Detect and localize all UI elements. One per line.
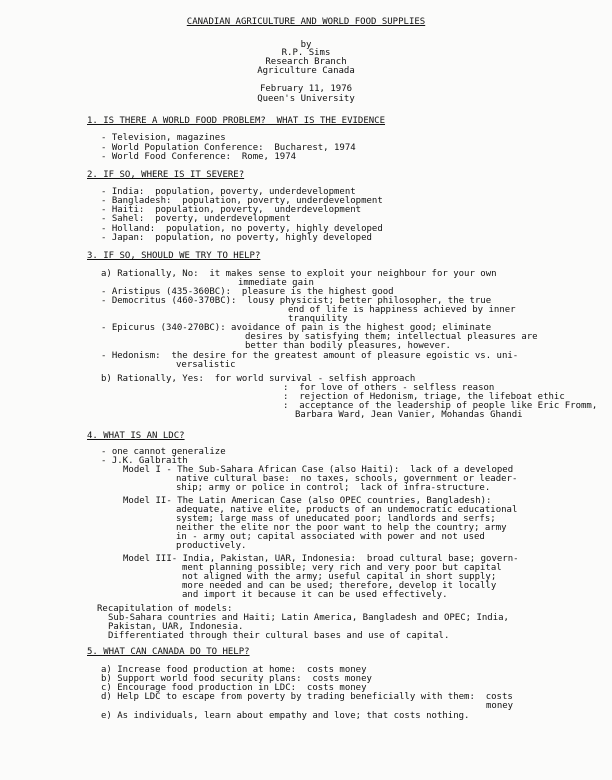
list-item: end of life is happiness achieved by inner xyxy=(288,305,516,315)
byline-venue: Queen's University xyxy=(257,94,355,104)
list-item: - Television, magazines xyxy=(101,133,226,143)
list-item: - Holland: population, no poverty, highly developed xyxy=(101,224,383,234)
section-3-heading: 3. IF SO, SHOULD WE TRY TO HELP? xyxy=(87,251,261,261)
rational-yes-line: Barbara Ward, Jean Vanier, Mohandas Ghandi xyxy=(295,410,523,420)
list-item: b) Support world food security plans: costs money xyxy=(101,674,372,684)
rational-yes-line: : acceptance of the leadership of people like Eric Fromm, xyxy=(283,401,598,411)
recap-line: Sub-Sahara countries and Haiti; Latin America, Bangladesh and OPEC; India, xyxy=(108,613,509,623)
list-item: - Japan: population, no poverty, highly developed xyxy=(101,233,372,243)
model-3-line: ment planning possible; very rich and very poor but capital xyxy=(182,563,502,573)
model-2-line: in - army out; capital associated with power and not used xyxy=(176,532,485,542)
list-item: c) Encourage food production in LDC: costs money xyxy=(101,683,367,693)
list-item: - World Food Conference: Rome, 1974 xyxy=(101,152,297,162)
recap-line: Differentiated through their cultural bases and use of capital. xyxy=(108,631,450,641)
rational-yes-line: b) Rationally, Yes: for world survival - selfish approach xyxy=(101,374,416,384)
section-1-heading: 1. IS THERE A WORLD FOOD PROBLEM? WHAT IS THE EVIDENCE xyxy=(87,116,386,126)
list-item: - India: population, poverty, underdevelopment xyxy=(101,187,356,197)
list-item: d) Help LDC to escape from poverty by trading beneficially with them: costs xyxy=(101,692,513,702)
model-3-line: more needed and can be used; therefore, develop it locally xyxy=(182,581,497,591)
list-item: desires by satisfying them; intellectual pleasures are xyxy=(245,332,538,342)
list-item: - Democritus (460-370BC): lousy physicist; better philosopher, the true xyxy=(101,296,492,306)
byline-author: R.P. Sims xyxy=(281,48,331,58)
section-2-heading: 2. IF SO, WHERE IS IT SEVERE? xyxy=(87,170,245,180)
model-2-line: adequate, native elite, products of an undemocratic educational xyxy=(176,505,518,515)
model-3-line: not aligned with the army; useful capital in short supply; xyxy=(182,572,497,582)
list-item: e) As individuals, learn about empathy and love; that costs nothing. xyxy=(101,711,470,721)
section-5-heading: 5. WHAT CAN CANADA DO TO HELP? xyxy=(87,647,250,657)
list-item: tranquility xyxy=(288,314,348,324)
list-item: - Bangladesh: population, poverty, underdevelopment xyxy=(101,196,383,206)
byline-org: Agriculture Canada xyxy=(257,66,355,76)
list-item: - Aristipus (435-360BC): pleasure is the highest good xyxy=(101,287,394,297)
byline-date: February 11, 1976 xyxy=(259,84,353,94)
model-3-line: and import it because it can be used effectively. xyxy=(182,590,448,600)
list-item: versalistic xyxy=(176,360,236,370)
model-2-line: productively. xyxy=(176,541,247,551)
model-2-line: system; large mass of uneducated poor; landlords and serfs; xyxy=(176,514,496,524)
list-item: - Haiti: population, poverty, underdevelopment xyxy=(101,205,362,215)
byline-by: by xyxy=(300,40,312,50)
document-title: CANADIAN AGRICULTURE AND WORLD FOOD SUPPLIES xyxy=(186,17,426,27)
list-item: - Hedonism: the desire for the greatest amount of pleasure egoistic vs. uni- xyxy=(101,351,519,361)
recap-line: Pakistan, UAR, Indonesia. xyxy=(108,622,244,632)
section-4-heading: 4. WHAT IS AN LDC? xyxy=(87,431,185,441)
list-item: - one cannot generalize xyxy=(101,447,226,457)
rational-yes-line: : for love of others - selfless reason xyxy=(283,383,495,393)
model-2-line: neither the elite nor the poor want to help the country; army xyxy=(176,523,507,533)
rational-yes-line: : rejection of Hedonism, triage, the lifeboat ethic xyxy=(283,392,565,402)
model-1-line: Model I - The Sub-Sahara African Case (also Haiti): lack of a developed xyxy=(123,465,514,475)
list-item: - Sahel: poverty, underdevelopment xyxy=(101,214,291,224)
rational-no-line: immediate gain xyxy=(238,278,314,288)
rational-no-line: a) Rationally, No: it makes sense to exploit your neighbour for your own xyxy=(101,269,497,279)
list-item: - Epicurus (340-270BC): avoidance of pain is the highest good; eliminate xyxy=(101,323,492,333)
list-item: money xyxy=(486,701,514,711)
model-1-line: native cultural base: no taxes, schools, government or leader- xyxy=(176,474,518,484)
model-1-line: ship; army or police in control; lack of infra-structure. xyxy=(176,483,491,493)
recap-heading: Recapitulation of models: xyxy=(97,604,233,614)
model-3-line: Model III- India, Pakistan, UAR, Indonesia: broad cultural base; govern- xyxy=(123,554,519,564)
byline-dept: Research Branch xyxy=(265,57,347,67)
list-item: better than bodily pleasures, however. xyxy=(245,341,451,351)
list-item: - World Population Conference: Bucharest, 1974 xyxy=(101,143,356,153)
list-item: - J.K. Galbraith xyxy=(101,456,188,466)
model-2-line: Model II- The Latin American Case (also OPEC countries, Bangladesh): xyxy=(123,496,492,506)
list-item: a) Increase food production at home: costs money xyxy=(101,665,367,675)
